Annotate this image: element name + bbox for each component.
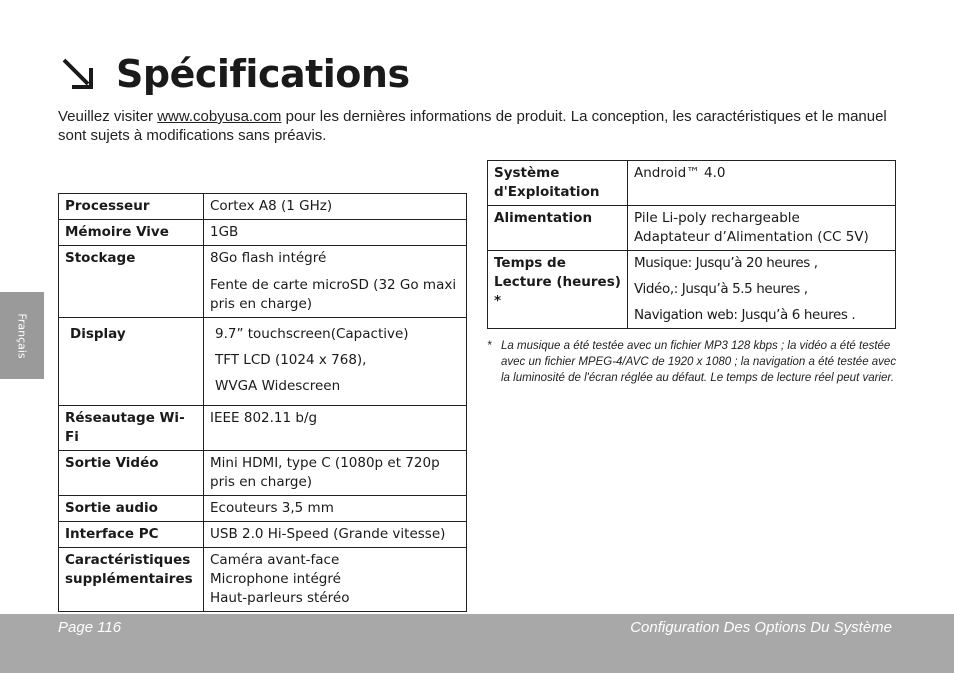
table-row — [488, 251, 896, 329]
down-right-arrow-icon — [58, 54, 98, 94]
spec-value: Caméra avant-face Microphone intégré Haut-parleurs stéréo — [204, 548, 467, 612]
page-header — [58, 52, 410, 96]
spec-key: Display — [59, 318, 204, 406]
spec-value: 1GB — [204, 220, 467, 246]
footnote — [487, 338, 897, 386]
page-footer — [0, 614, 954, 673]
table-row — [59, 246, 467, 318]
spec-value: Cortex A8 (1 GHz) — [204, 194, 467, 220]
table-row — [59, 318, 467, 406]
spec-key: Sortie audio — [59, 496, 204, 522]
spec-key: Sortie Vidéo — [59, 451, 204, 496]
footnote-text: La musique a été testée avec un fichier MP3 128 kbps ; la vidéo a été testée avec un fichier MPEG-4/AVC de 1920 x 1080 ; la navigation a été testée avec la luminosité de l'écran réglée au défaut. Le temps de lecture réel peut varier. — [501, 340, 897, 384]
specs-table-left — [58, 193, 467, 612]
spec-value: Pile Li-poly rechargeable Adaptateur d’Alimentation (CC 5V) — [628, 206, 896, 251]
intro-text-end: pour les dernières informations de produit. La conception, les caractéristiques et le manuel sont sujets à modifications sans préavis. — [58, 108, 887, 144]
spec-key: Système d'Exploitation — [488, 161, 628, 206]
spec-key: Temps de Lecture (heures) * — [488, 251, 628, 329]
spec-key: Interface PC — [59, 522, 204, 548]
page-title: Spécifications — [116, 52, 410, 96]
table-row — [488, 206, 896, 251]
table-row — [59, 522, 467, 548]
intro-text-start: Veuillez visiter — [58, 108, 158, 125]
spec-value: Musique: Jusqu’à 20 heures , Vidéo,: Jusqu’à 5.5 heures , Navigation web: Jusqu’à 6 heures . — [628, 251, 896, 329]
spec-value: Android™ 4.0 — [628, 161, 896, 206]
footnote-marker: * — [487, 340, 492, 352]
spec-key: Caractéristiques supplémentaires — [59, 548, 204, 612]
table-row — [59, 406, 467, 451]
spec-key: Réseautage Wi-Fi — [59, 406, 204, 451]
language-tab — [0, 292, 44, 379]
spec-value: Ecouteurs 3,5 mm — [204, 496, 467, 522]
spec-key: Stockage — [59, 246, 204, 318]
page-number: Page 116 — [58, 619, 122, 636]
spec-value: Mini HDMI, type C (1080p et 720p pris en charge) — [204, 451, 467, 496]
table-row — [59, 548, 467, 612]
intro-paragraph — [58, 107, 908, 145]
table-row — [59, 220, 467, 246]
table-row — [59, 194, 467, 220]
spec-value: 8Go flash intégré Fente de carte microSD (32 Go maxi pris en charge) — [204, 246, 467, 318]
table-row — [59, 496, 467, 522]
table-row — [488, 161, 896, 206]
spec-key: Alimentation — [488, 206, 628, 251]
table-row — [59, 451, 467, 496]
spec-key: Mémoire Vive — [59, 220, 204, 246]
spec-value: IEEE 802.11 b/g — [204, 406, 467, 451]
spec-key: Processeur — [59, 194, 204, 220]
spec-value: USB 2.0 Hi-Speed (Grande vitesse) — [204, 522, 467, 548]
website-link[interactable]: www.cobyusa.com — [157, 108, 282, 125]
language-tab-label: Français — [15, 312, 29, 359]
specs-table-right — [487, 160, 896, 329]
section-title: Configuration Des Options Du Système — [630, 619, 892, 636]
spec-value: 9.7” touchscreen(Capactive) TFT LCD (1024 x 768), WVGA Widescreen — [204, 318, 467, 406]
